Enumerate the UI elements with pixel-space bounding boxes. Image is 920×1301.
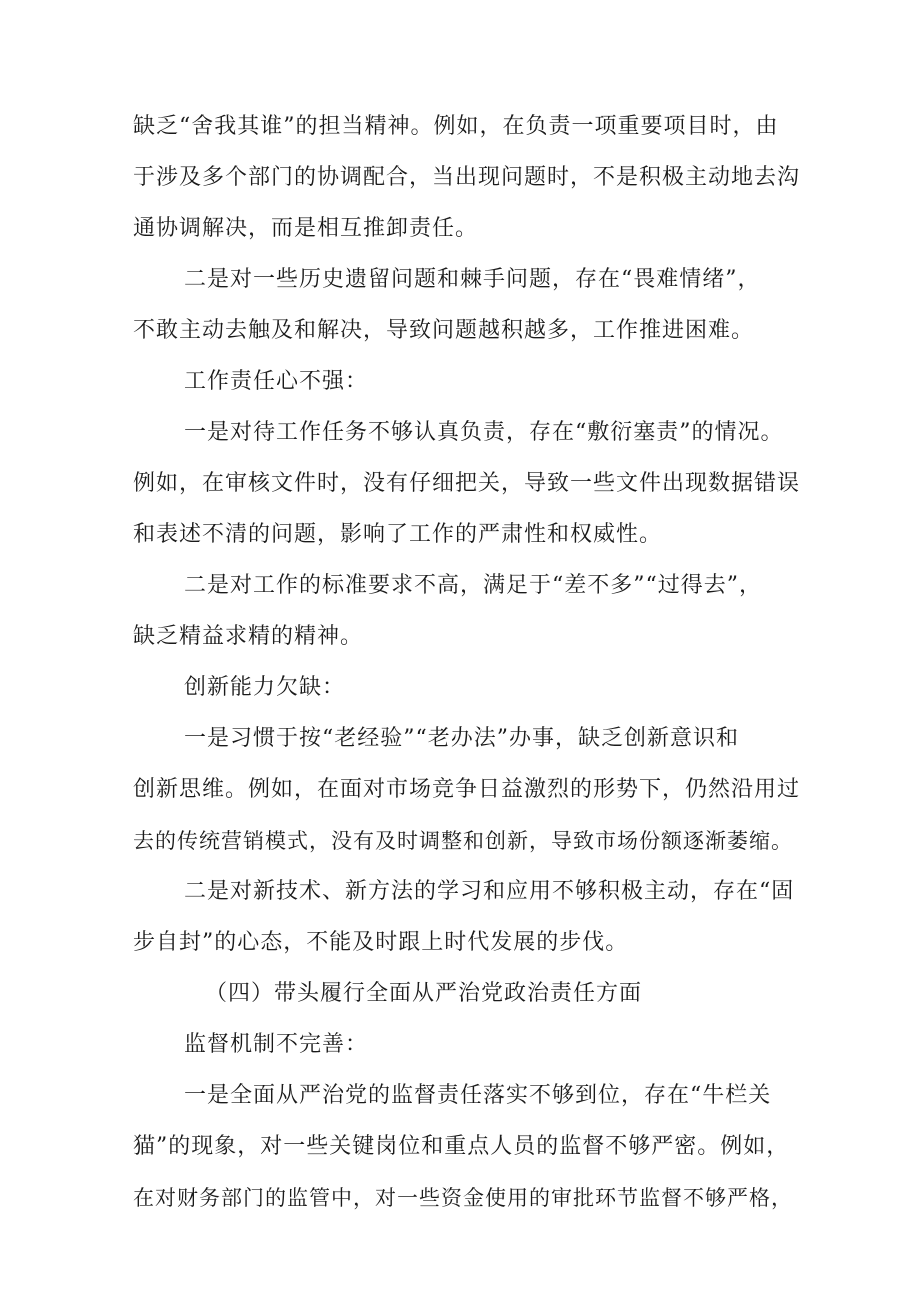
paragraph-line: 一是习惯于按“老经验”“老办法”办事，缺乏创新意识和 [184, 726, 739, 751]
paragraph-line: 在对财务部门的监管中，对一些资金使用的审批环节监督不够严格， [133, 1186, 793, 1210]
section-subheading: 创新能力欠缺： [184, 675, 346, 700]
paragraph-line: 例如，在审核文件时，没有仔细把关，导致一些文件出现数据错误 [133, 471, 801, 496]
paragraph-line: 创新思维。例如，在面对市场竞争日益激烈的形势下，仍然沿用过 [133, 777, 801, 802]
paragraph-line: 步自封”的心态，不能及时跟上时代发展的步伐。 [133, 930, 629, 955]
paragraph-line: 通协调解决，而是相互推卸责任。 [133, 216, 479, 241]
section-subheading: 监督机制不完善： [184, 1032, 369, 1057]
paragraph-line: 缺乏“舍我其谁”的担当精神。例如，在负责一项重要项目时，由 [133, 114, 779, 139]
section-subheading: 工作责任心不强： [184, 369, 369, 394]
paragraph-line: 二是对新技术、新方法的学习和应用不够积极主动，存在“固 [184, 879, 795, 904]
paragraph-line: 二是对工作的标准要求不高，满足于“差不多”“过得去”， [184, 573, 762, 598]
paragraph-line: 不敢主动去触及和解决，导致问题越积越多，工作推进困难。 [133, 318, 755, 343]
paragraph-line: 二是对一些历史遗留问题和棘手问题，存在“畏难情绪”， [184, 267, 761, 292]
paragraph-line: 于涉及多个部门的协调配合，当出现问题时，不是积极主动地去沟 [133, 165, 801, 190]
paragraph-line: 一是对待工作任务不够认真负责，存在“敷衍塞责”的情况。 [184, 420, 784, 445]
paragraph-line: 猫”的现象，对一些关键岗位和重点人员的监督不够严密。例如， [133, 1134, 790, 1159]
paragraph-line: 去的传统营销模式，没有及时调整和创新，导致市场份额逐渐萎缩。 [133, 829, 793, 853]
paragraph-line: 缺乏精益求精的精神。 [133, 624, 364, 649]
paragraph-line: 和表述不清的问题，影响了工作的严肃性和权威性。 [133, 522, 663, 547]
paragraph-line: 一是全面从严治党的监督责任落实不够到位，存在“牛栏关 [184, 1083, 772, 1108]
section-heading: （四）带头履行全面从严治党政治责任方面 [205, 981, 643, 1006]
